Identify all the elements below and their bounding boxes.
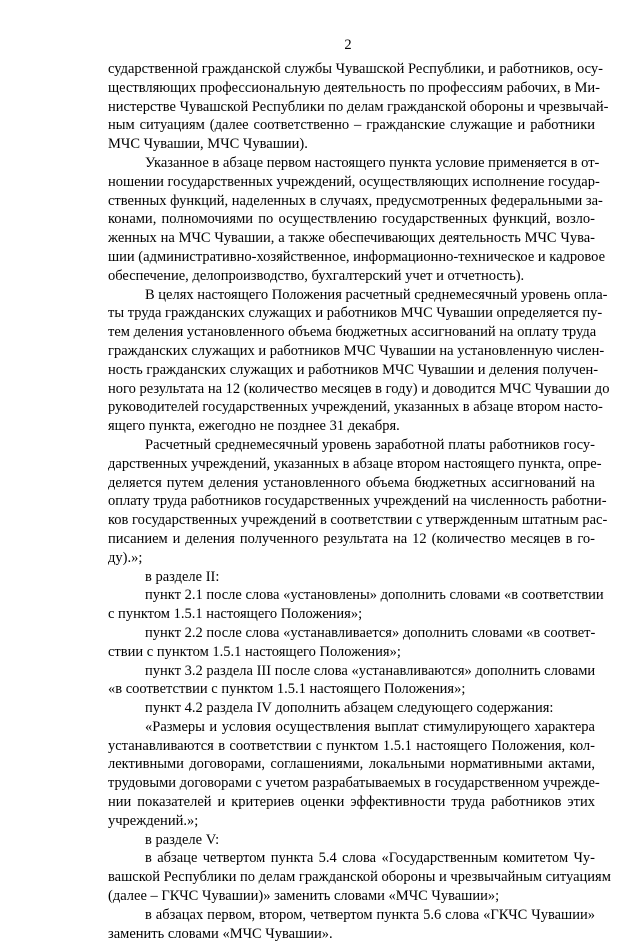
text-line: шии (административно-хозяйственное, информационно-техническое и кадровое [108,248,606,265]
text-line: трудовыми договорами с учетом разрабатываемых в государственном учрежде- [108,775,600,792]
text-line: пункт 2.1 после слова «установлены» дополнить словами «в соответствии [145,587,604,604]
text-line: в разделе II: [145,568,220,585]
text-line: женных на МЧС Чувашии, а также обеспечивающих деятельность МЧС Чува- [108,230,595,247]
text-line: конами, полномочиями по осуществлению государственных функций, возло- [108,211,595,228]
text-line: сударственной гражданской службы Чувашской Республики, и работников, осу- [108,61,603,77]
text-line: пункт 2.2 после слова «устанавливается» дополнить словами «в соответ- [145,624,596,641]
text-line: в разделе V: [145,831,220,848]
text-line: в абзаце четвертом пункта 5.4 слова «Государственным комитетом Чу- [145,850,595,867]
text-line: ственных функций, наделенных в случаях, предусмотренных федеральными за- [108,192,603,209]
text-line: в абзацах первом, втором, четвертом пункта 5.6 слова «ГКЧС Чувашии» [145,906,595,923]
text-line: Указанное в абзаце первом настоящего пункта условие применяется в от- [145,154,600,171]
text-line: руководителей государственных учреждений, указанных в абзаце втором насто- [108,399,603,416]
text-line: «Размеры и условия осуществления выплат стимулирующего характера [145,718,595,735]
text-line: МЧС Чувашии, МЧС Чувашии). [108,136,308,153]
text-line: тем деления установленного объема бюджетных ассигнований на оплату труда [108,324,597,341]
text-line: ты труда гражданских служащих и работников МЧС Чувашии определяется пу- [108,305,603,322]
text-line: ность гражданских служащих и работников МЧС Чувашии и деления получен- [108,361,599,378]
document-body [108,60,611,943]
text-line: (далее – ГКЧС Чувашии)» заменить словами «МЧС Чувашии»; [108,888,500,905]
text-line: ным ситуациям (далее соответственно – гражданские служащие и работники [108,117,595,134]
text-line: ков государственных учреждений в соответствии с утвержденным штатным рас- [108,512,608,529]
text-line: нии показателей и критериев оценки эффективности труда работников этих [108,794,595,811]
text-line: ществляющих профессиональную деятельность по профессиям рабочих, в Ми- [108,79,601,96]
text-line: пункт 4.2 раздела IV дополнить абзацем следующего содержания: [145,700,554,717]
text-line: оплату труда работников государственных учреждений на численность работни- [108,493,607,510]
text-line: ду).»; [108,549,143,566]
text-line: «в соответствии с пунктом 1.5.1 настоящего Положения»; [108,681,466,698]
page-number: 2 [344,37,352,53]
text-line: учреждений.»; [108,812,199,829]
text-line: Расчетный среднемесячный уровень заработной платы работников госу- [145,436,595,453]
text-line: ного результата на 12 (количество месяцев в году) и доводится МЧС Чувашии до [108,380,610,397]
text-line: ствии с пунктом 1.5.1 настоящего Положения»; [108,643,401,660]
text-line: обеспечение, делопроизводство, бухгалтерский учет и отчетность). [108,267,525,284]
text-line: нистерстве Чувашской Республики по делам гражданской обороны и чрезвычай- [108,98,609,115]
text-line: дарственных учреждений, указанных в абзаце втором настоящего пункта, опре- [108,455,602,472]
text-line: ящего пункта, ежегодно не позднее 31 декабря. [108,418,400,435]
text-line: ношении государственных учреждений, осуществляющих исполнение государ- [108,173,600,190]
text-line: писанием и деления полученного результата на 12 (количество месяцев в го- [108,530,595,547]
text-line: заменить словами «МЧС Чувашии». [108,925,333,942]
text-line: деляется путем деления установленного объема бюджетных ассигнований на [108,474,595,491]
text-line: вашской Республики по делам гражданской обороны и чрезвычайным ситуациям [108,869,611,886]
text-line: В целях настоящего Положения расчетный среднемесячный уровень опла- [145,286,608,303]
text-line: пункт 3.2 раздела III после слова «устанавливаются» дополнить словами [145,662,596,679]
text-line: с пунктом 1.5.1 настоящего Положения»; [108,606,363,623]
text-line: лективными договорами, соглашениями, локальными нормативными актами, [108,756,595,773]
text-line: гражданских служащих и работников МЧС Чувашии на установленную числен- [108,342,605,359]
text-line: устанавливаются в соответствии с пунктом 1.5.1 настоящего Положения, кол- [108,737,595,754]
